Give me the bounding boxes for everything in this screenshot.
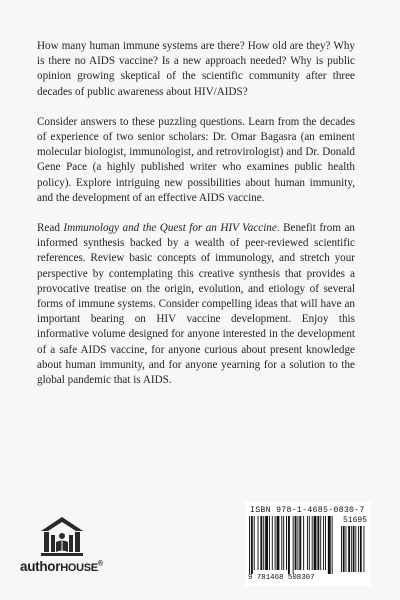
barcode-addon-bar	[360, 526, 362, 572]
barcode-bar	[288, 516, 290, 574]
ean-digits-main: 9 781468 508307	[248, 574, 315, 582]
publisher-name-part2: HOUSE	[60, 562, 98, 574]
barcode-bar	[281, 516, 282, 570]
blurb-paragraph-1: How many human immune systems are there? How old are they? Why is there no AIDS vaccine? Is a new approach needed? Why is public opinion growing skeptical of the scientific community after three decades of public awareness about HIV/AIDS?	[37, 40, 355, 98]
barcode-bar	[295, 516, 297, 570]
barcode-bar	[332, 516, 333, 574]
house-book-logo-icon	[38, 515, 86, 559]
barcode-bar	[297, 516, 298, 570]
barcode-addon-bar	[353, 526, 355, 572]
barcode-bar	[325, 516, 326, 570]
ean-digits	[248, 574, 315, 582]
barcode-bar	[254, 516, 255, 570]
barcode-bar	[269, 516, 270, 570]
barcode-bar	[275, 516, 276, 570]
barcode-bar	[283, 516, 284, 570]
barcode-bar	[263, 516, 264, 570]
isbn-text: ISBN 978-1-4685-0830-7	[250, 506, 365, 515]
barcode-bar	[265, 516, 268, 570]
barcode-bar	[303, 516, 304, 570]
barcode-bar	[277, 516, 280, 570]
barcode-bar	[317, 516, 319, 570]
barcode-bar	[249, 516, 250, 574]
barcode-bar	[320, 516, 321, 570]
blurb-paragraph-3	[37, 221, 355, 388]
barcode-bar	[307, 516, 308, 570]
book-title-italic: Immunology and the Quest for an HIV Vaccine	[63, 222, 277, 235]
publisher-name-part1: author	[20, 559, 61, 574]
blurb-paragraph-3-body: . Benefit from an informed synthesis backed by a wealth of peer-reviewed scientific references. Review basic concepts of immunology, and stretch your perspective by contemplating this creative synthesis that provides a provocative treatise on the origin, evolution, and etiology of several forms of immune systems. Consider compelling ideas that will have an important bearing on HIV vaccine development. Enjoy this informative volume designed for anyone interested in the development of a safe AIDS vaccine, for anyone curious about present knowledge about human immunity, and for anyone yearning for a solution to the global pandemic that is AIDS.	[37, 222, 355, 387]
barcode-bar	[309, 516, 310, 570]
barcode-addon-bar	[358, 526, 359, 572]
barcode-bar	[272, 516, 273, 570]
barcode-addon-bar	[348, 526, 350, 572]
barcode-bar	[258, 516, 259, 570]
cover-blurb	[37, 39, 355, 403]
blurb-paragraph-2: Consider answers to these puzzling questions. Learn from the decades of experience of two senior scholars: Dr. Omar Bagasra (an eminent molecular biologist, immunologist, and retrovirologist) and Dr. Donald Gene Pace (a highly published writer who examines public health policy). Explore intriguing new possibilities about human immunity, and the development of an effective AIDS vaccine.	[37, 115, 355, 204]
publisher-wordmark	[20, 559, 130, 574]
barcode-bar	[314, 516, 317, 570]
price-code: 51695	[342, 516, 367, 525]
barcode-addon-bar	[355, 526, 356, 572]
barcode-addon-bar	[351, 526, 352, 572]
blurb-paragraph-3-lead: Read	[37, 222, 64, 235]
barcode-bar	[293, 516, 294, 574]
barcode-bar	[251, 516, 253, 574]
barcode-bar	[299, 516, 301, 570]
barcode-addon-bar	[343, 526, 345, 572]
registered-mark: ®	[97, 560, 103, 568]
barcode-bar	[323, 516, 324, 570]
barcode-addon-bar	[364, 526, 365, 572]
isbn-barcode	[245, 502, 371, 586]
barcode-addon-bar	[341, 526, 342, 572]
barcode-bar	[260, 516, 262, 570]
barcode-bar	[328, 516, 331, 574]
barcode-addon-bar	[346, 526, 347, 572]
barcode-bar	[286, 516, 287, 570]
barcode-bar	[312, 516, 313, 570]
publisher-logo	[20, 515, 130, 580]
